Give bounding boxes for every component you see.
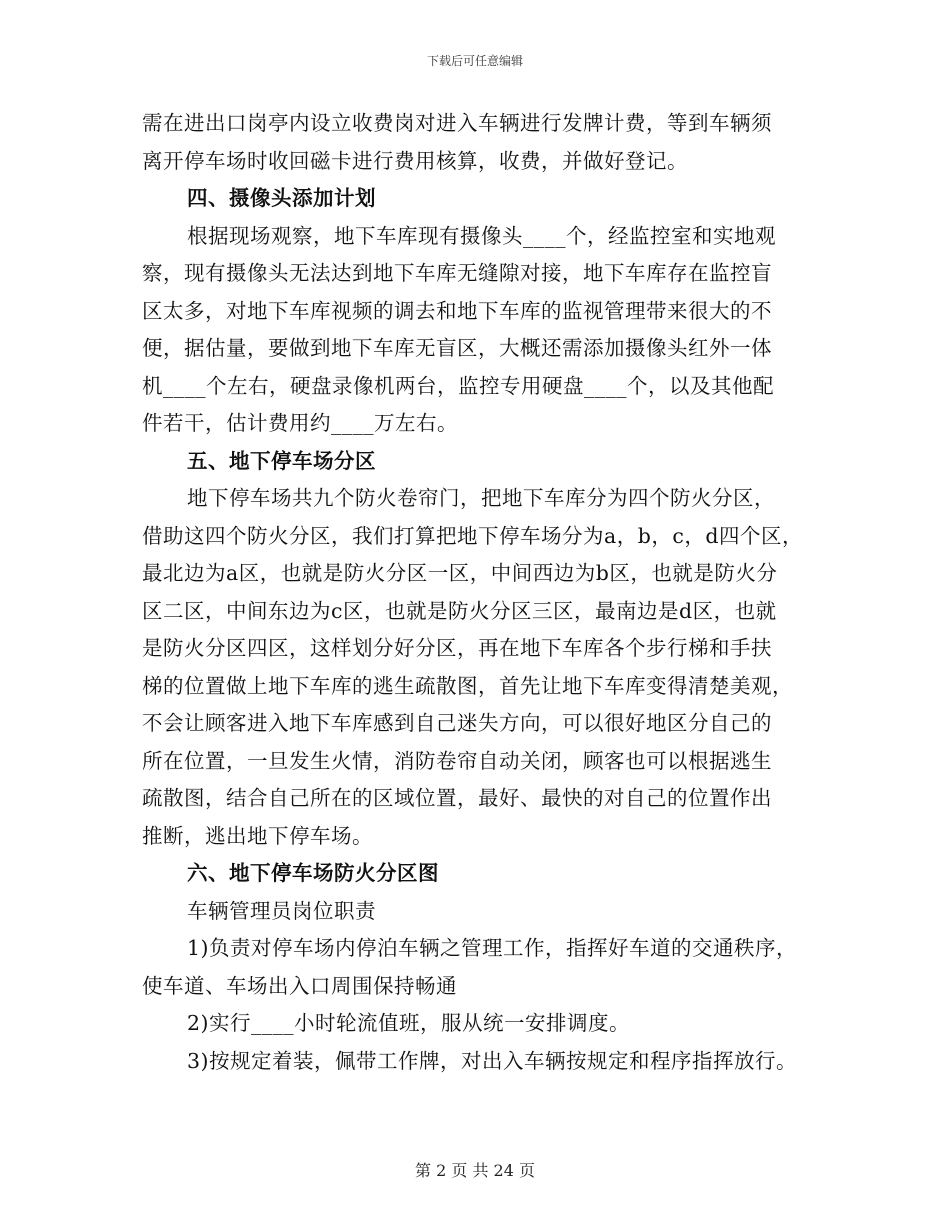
section-heading: 四、摄像头添加计划 <box>187 186 376 210</box>
paragraph-line: 疏散图，结合自己所在的区域位置，最好、最快的对自己的位置作出 <box>142 786 772 810</box>
paragraph-line: 便，据估量，要做到地下车库无盲区，大概还需添加摄像头红外一体 <box>142 336 772 360</box>
paragraph-line: 是防火分区四区，这样划分好分区，再在地下车库各个步行梯和手扶 <box>142 636 772 660</box>
paragraph-line: 推断，逃出地下停车场。 <box>142 823 373 848</box>
paragraph-line: 区二区，中间东边为c区，也就是防火分区三区，最南边是d区，也就 <box>142 598 777 623</box>
page-footer: 第 2 页 共 24 页 <box>415 1161 535 1180</box>
paragraph-line: 机____个左右，硬盘录像机两台，监控专用硬盘____个，以及其他配 <box>142 373 774 398</box>
paragraph-line: 3)按规定着装，佩带工作牌，对出入车辆按规定和程序指挥放行。 <box>187 1048 798 1073</box>
paragraph-line: 区太多，对地下车库视频的调去和地下车库的监视管理带来很大的不 <box>142 298 772 323</box>
paragraph-line: 最北边为a区，也就是防火分区一区，中间西边为b区，也就是防火分 <box>142 561 778 585</box>
paragraph-line: 借助这四个防火分区，我们打算把地下停车场分为a，b，c，d四个区， <box>142 523 803 548</box>
page-header: 下载后可任意编辑 <box>426 54 523 68</box>
paragraph-line: 所在位置，一旦发生火情，消防卷帘自动关闭，顾客也可以根据逃生 <box>142 748 772 773</box>
paragraph-line: 根据现场观察，地下车库现有摄像头____个，经监控室和实地观 <box>187 223 776 248</box>
section-heading: 六、地下停车场防火分区图 <box>187 861 439 885</box>
paragraph-line: 车辆管理员岗位职责 <box>187 898 376 923</box>
paragraph-line: 离开停车场时收回磁卡进行费用核算，收费，并做好登记。 <box>142 148 688 173</box>
paragraph-line: 需在进出口岗亭内设立收费岗对进入车辆进行发牌计费，等到车辆须 <box>142 111 772 135</box>
document-body <box>142 105 814 1080</box>
paragraph-line: 察，现有摄像头无法达到地下车库无缝隙对接，地下车库存在监控盲 <box>142 261 772 285</box>
paragraph-line: 使车道、车场出入口周围保持畅通 <box>142 973 457 998</box>
paragraph-line: 不会让顾客进入地下车库感到自己迷失方向，可以很好地区分自己的 <box>142 711 772 735</box>
section-heading: 五、地下停车场分区 <box>187 448 376 473</box>
paragraph-line: 地下停车场共九个防火卷帘门，把地下车库分为四个防火分区， <box>187 486 775 510</box>
paragraph-line: 1)负责对停车场内停泊车辆之管理工作，指挥好车道的交通秩序， <box>187 936 798 960</box>
paragraph-line: 件若干，估计费用约____万左右。 <box>142 411 458 435</box>
paragraph-line: 2)实行____小时轮流值班，服从统一安排调度。 <box>187 1011 631 1035</box>
paragraph-line: 梯的位置做上地下车库的逃生疏散图，首先让地下车库变得清楚美观， <box>142 673 793 698</box>
